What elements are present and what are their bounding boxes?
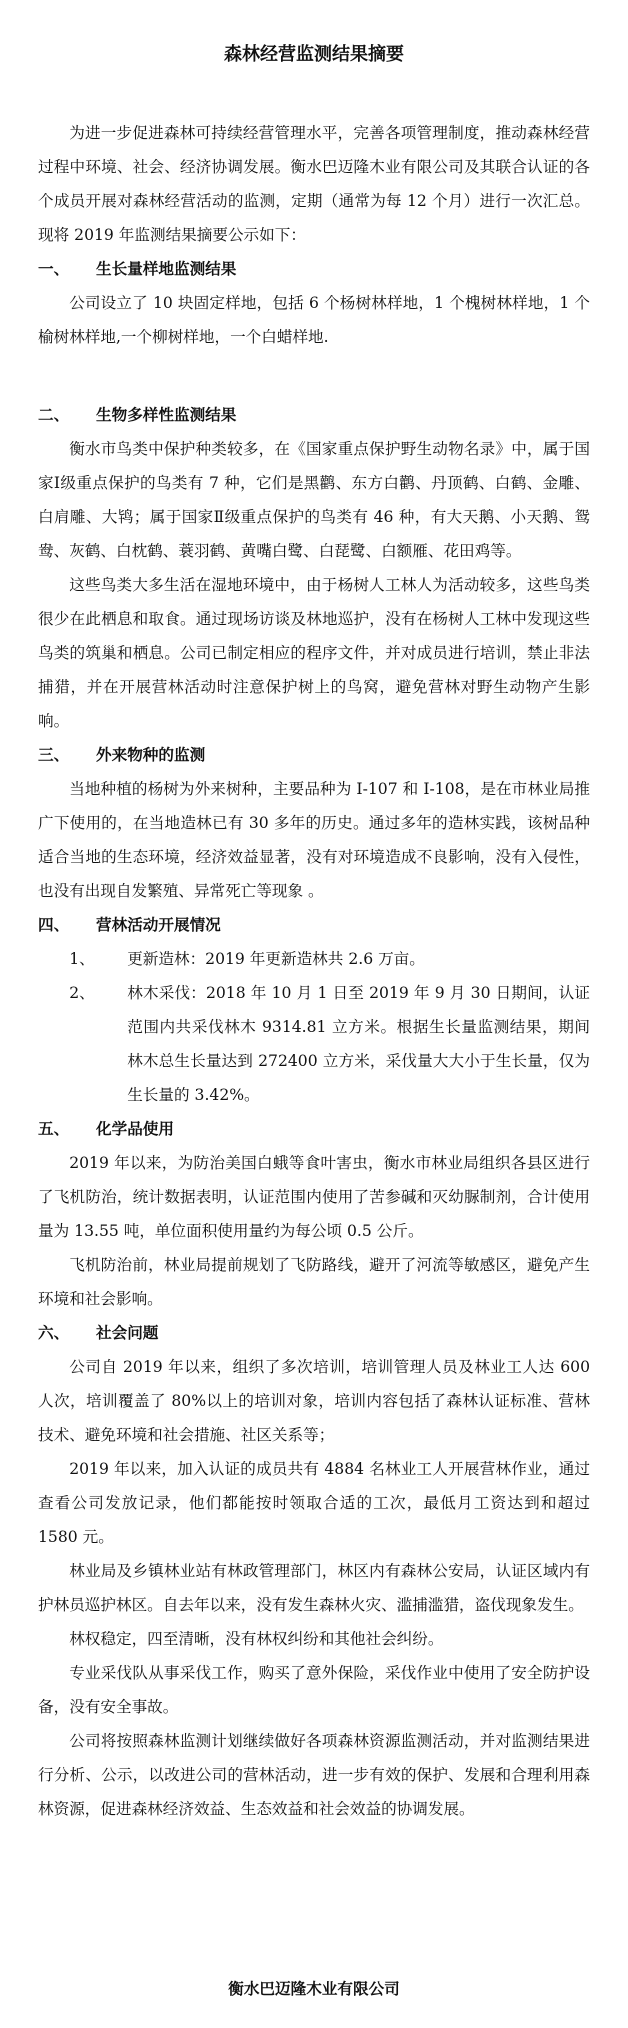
section-number: 四、: [38, 916, 70, 934]
section-6-paragraph-5: 专业采伐队从事采伐工作，购买了意外保险，采伐作业中使用了安全防护设备，没有安全事故。: [38, 1664, 590, 1716]
section-title: 生长量样地监测结果: [96, 260, 237, 278]
list-item-text: 更新造林：2019 年更新造林共 2.6 万亩。: [127, 950, 425, 968]
section-heading-1: [38, 252, 590, 286]
section-title: 营林活动开展情况: [96, 916, 221, 934]
section-6-paragraph-4: 林权稳定，四至清晰，没有林权纠纷和其他社会纠纷。: [69, 1630, 444, 1648]
section-title: 生物多样性监测结果: [96, 406, 237, 424]
section-6-paragraph-2: 2019 年以来，加入认证的成员共有 4884 名林业工人开展营林作业，通过查看公司发放记录，他们都能按时领取合适的工次，最低月工资达到和超过 1580 元。: [38, 1460, 590, 1546]
section-heading-4: [38, 908, 590, 942]
intro-paragraph: 为进一步促进森林可持续经营管理水平，完善各项管理制度，推动森林经营过程中环境、社会、经济协调发展。衡水巴迈隆木业有限公司及其联合认证的各个成员开展对森林经营活动的监测，定期（通常为每 12 个月）进行一次汇总。现将 2019 年监测结果摘要公示如下：: [38, 124, 590, 244]
spacer: [38, 354, 590, 398]
section-heading-3: [38, 738, 590, 772]
section-title: 化学品使用: [96, 1120, 174, 1138]
section-number: 二、: [38, 406, 70, 424]
company-signature: 衡水巴迈隆木业有限公司: [228, 1980, 400, 1998]
section-number: 三、: [38, 746, 70, 764]
list-item: [69, 942, 590, 976]
section-3-paragraph-1: 当地种植的杨树为外来树种，主要品种为 I-107 和 I-108，是在市林业局推广下使用的，在当地造林已有 30 多年的历史。通过多年的造林实践，该树品种适合当地的生态环境，经济效益显著，没有对环境造成不良影响，没有入侵性，也没有出现自发繁殖、异常死亡等现象 。: [38, 780, 590, 900]
section-heading-2: [38, 398, 590, 432]
section-number: 五、: [38, 1120, 70, 1138]
section-title: 外来物种的监测: [96, 746, 206, 764]
section-5-paragraph-1: 2019 年以来，为防治美国白蛾等食叶害虫，衡水市林业局组织各县区进行了飞机防治，统计数据表明，认证范围内使用了苦参碱和灭幼脲制剂，合计使用量为 13.55 吨，单位面积使用量约为每公顷 0.5 公斤。: [38, 1154, 590, 1240]
section-6-paragraph-6: 公司将按照森林监测计划继续做好各项森林资源监测活动，并对监测结果进行分析、公示，以改进公司的营林活动，进一步有效的保护、发展和合理利用森林资源，促进森林经济效益、生态效益和社会效益的协调发展。: [38, 1732, 590, 1818]
section-2-paragraph-1: 衡水市鸟类中保护种类较多，在《国家重点保护野生动物名录》中，属于国家Ⅰ级重点保护的鸟类有 7 种，它们是黑鹳、东方白鹳、丹顶鹤、白鹤、金雕、白肩雕、大鸨；属于国家Ⅱ级重点保护的鸟类有 46 种，有大天鹅、小天鹅、鸳鸯、灰鹤、白枕鹤、蓑羽鹤、黄嘴白鹭、白琵鹭、白额雁、花田鸡等。: [38, 440, 590, 560]
section-5-paragraph-2: 飞机防治前，林业局提前规划了飞防路线，避开了河流等敏感区，避免产生环境和社会影响。: [38, 1256, 590, 1308]
section-number: 六、: [38, 1324, 70, 1342]
list-item-number: 2、: [69, 984, 95, 1002]
section-heading-5: [38, 1112, 590, 1146]
section-1-paragraph-1: 公司设立了 10 块固定样地，包括 6 个杨树林样地，1 个槐树林样地，1 个榆树林样地,一个柳树样地，一个白蜡样地.: [38, 294, 590, 346]
list-item: [69, 976, 590, 1112]
section-number: 一、: [38, 260, 70, 278]
section-6-paragraph-3: 林业局及乡镇林业站有林政管理部门，林区内有森林公安局，认证区域内有护林员巡护林区。自去年以来，没有发生森林火灾、滥捕滥猎，盗伐现象发生。: [38, 1562, 590, 1614]
section-title: 社会问题: [96, 1324, 159, 1342]
list-item-number: 1、: [69, 950, 95, 968]
section-2-paragraph-2: 这些鸟类大多生活在湿地环境中，由于杨树人工林人为活动较多，这些鸟类很少在此栖息和取食。通过现场访谈及林地巡护，没有在杨树人工林中发现这些鸟类的筑巢和栖息。公司已制定相应的程序文件，并对成员进行培训，禁止非法捕猎，并在开展营林活动时注意保护树上的鸟窝，避免营林对野生动物产生影响。: [38, 576, 590, 730]
list-item-text: 林木采伐：2018 年 10 月 1 日至 2019 年 9 月 30 日期间，认证范围内共采伐林木 9314.81 立方米。根据生长量监测结果，期间林木总生长量达到 272400 立方米，采伐量大大小于生长量，仅为生长量的 3.42%。: [127, 984, 590, 1104]
section-heading-6: [38, 1316, 590, 1350]
document-title: 森林经营监测结果摘要: [224, 44, 404, 65]
section-6-paragraph-1: 公司自 2019 年以来，组织了多次培训，培训管理人员及林业工人达 600 人次，培训覆盖了 80%以上的培训对象，培训内容包括了森林认证标准、营林技术、避免环境和社会措施、社区关系等；: [38, 1358, 590, 1444]
